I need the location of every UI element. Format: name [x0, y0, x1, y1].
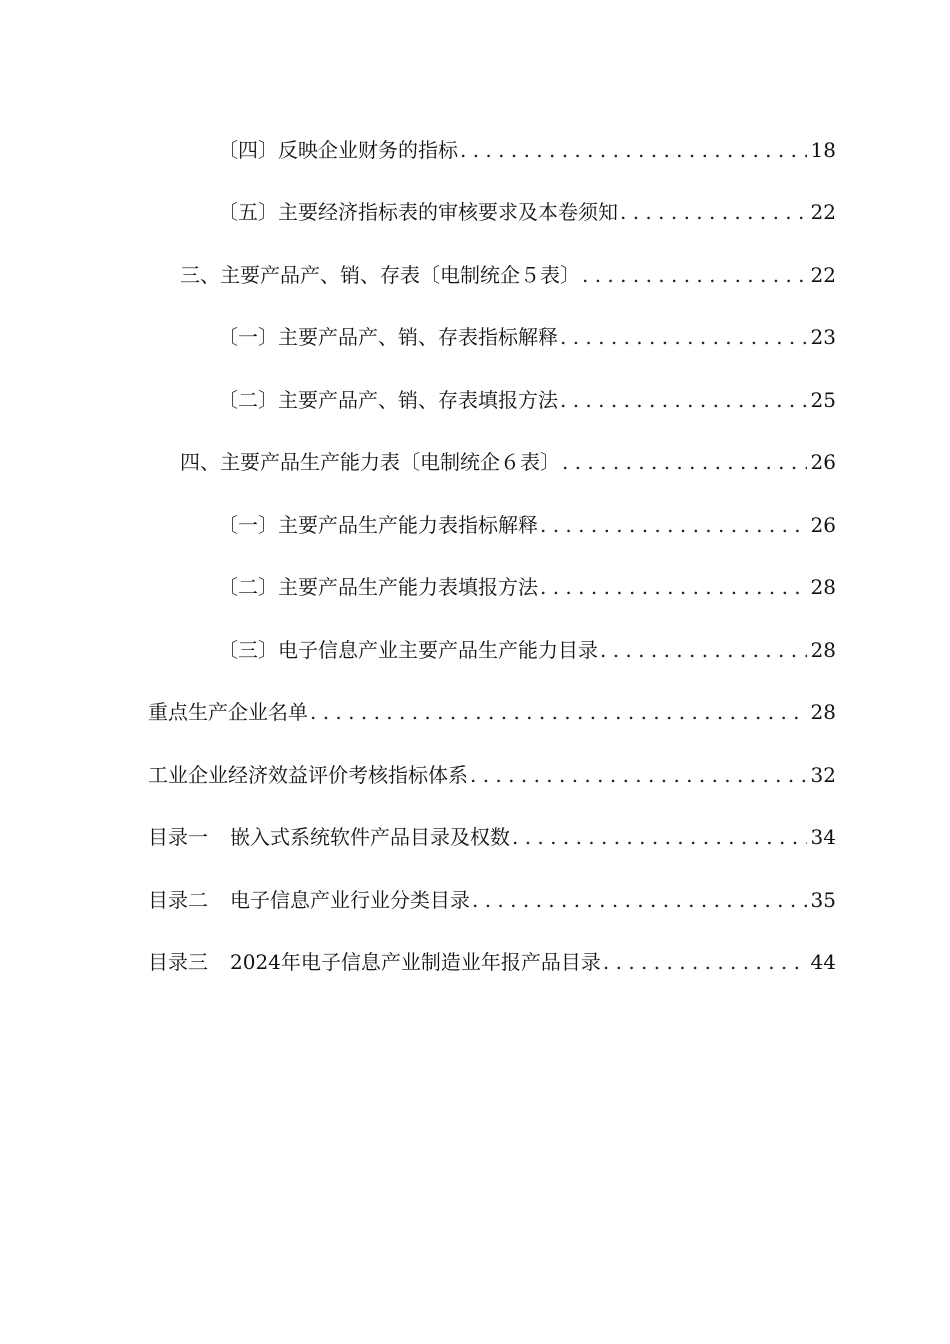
toc-entry-title: 重点生产企业名单 — [148, 700, 308, 724]
toc-entry[interactable] — [218, 130, 836, 170]
toc-page-number: 18 — [810, 138, 836, 162]
toc-entry[interactable] — [148, 755, 836, 795]
toc-dot-leader — [470, 755, 807, 795]
toc-entry-title — [148, 942, 601, 982]
toc-entry-title: 〔二〕主要产品产、销、存表填报方法 — [218, 388, 558, 412]
toc-dot-leader — [460, 130, 807, 170]
toc-entry[interactable] — [218, 192, 836, 232]
toc-page-number: 28 — [810, 638, 836, 662]
toc-dot-leader — [560, 317, 807, 357]
toc-page-number: 34 — [810, 825, 836, 849]
toc-page-number: 23 — [810, 325, 836, 349]
toc-entry-title: 〔四〕反映企业财务的指标 — [218, 138, 458, 162]
toc-entry-title: 〔二〕主要产品生产能力表填报方法 — [218, 575, 538, 599]
toc-entry[interactable] — [148, 692, 836, 732]
toc-entry-title: 〔三〕电子信息产业主要产品生产能力目录 — [218, 638, 598, 662]
toc-dot-leader — [603, 942, 807, 982]
toc-appendix-label: 目录三 — [148, 950, 208, 974]
toc-page-number: 26 — [810, 450, 836, 474]
toc-dot-leader — [472, 880, 807, 920]
toc-dot-leader — [512, 817, 807, 857]
toc-page-number: 22 — [810, 200, 836, 224]
toc-appendix-label: 目录一 — [148, 825, 208, 849]
toc-entry[interactable] — [148, 880, 836, 920]
toc-dot-leader — [620, 192, 807, 232]
toc-dot-leader — [310, 692, 807, 732]
toc-dot-leader — [582, 255, 807, 295]
toc-entry[interactable] — [218, 567, 836, 607]
toc-entry-title: 〔一〕主要产品生产能力表指标解释 — [218, 513, 538, 537]
toc-page-number: 22 — [810, 263, 836, 287]
toc-appendix-title: 2024年电子信息产业制造业年报产品目录 — [230, 950, 601, 974]
toc-page-number: 28 — [810, 575, 836, 599]
toc-entry[interactable] — [180, 255, 836, 295]
toc-page-number: 32 — [810, 763, 836, 787]
toc-page-number: 28 — [810, 700, 836, 724]
toc-dot-leader — [562, 442, 807, 482]
toc-entry-title: 工业企业经济效益评价考核指标体系 — [148, 763, 468, 787]
toc-entry-title — [148, 817, 510, 857]
toc-page-number: 25 — [810, 388, 836, 412]
toc-entry-title: 〔一〕主要产品产、销、存表指标解释 — [218, 325, 558, 349]
toc-entry[interactable] — [218, 630, 836, 670]
toc-appendix-title: 电子信息产业行业分类目录 — [230, 888, 470, 912]
toc-entry-title: 〔五〕主要经济指标表的审核要求及本卷须知 — [218, 200, 618, 224]
toc-page-number: 26 — [810, 513, 836, 537]
toc-dot-leader — [600, 630, 807, 670]
toc-entry-title: 四、主要产品生产能力表〔电制统企６表〕 — [180, 450, 560, 474]
toc-entry-title: 三、主要产品产、销、存表〔电制统企５表〕 — [180, 263, 580, 287]
toc-dot-leader — [540, 567, 807, 607]
toc-dot-leader — [540, 505, 807, 545]
toc-entry-title — [148, 880, 470, 920]
toc-entry[interactable] — [218, 380, 836, 420]
toc-entry[interactable] — [180, 442, 836, 482]
toc-entry[interactable] — [218, 317, 836, 357]
toc-appendix-title: 嵌入式系统软件产品目录及权数 — [230, 825, 510, 849]
toc-page-number: 35 — [810, 888, 836, 912]
toc-page-number: 44 — [810, 950, 836, 974]
toc-entry[interactable] — [148, 817, 836, 857]
toc-appendix-label: 目录二 — [148, 888, 208, 912]
toc-entry[interactable] — [148, 942, 836, 982]
toc-entry[interactable] — [218, 505, 836, 545]
toc-dot-leader — [560, 380, 807, 420]
